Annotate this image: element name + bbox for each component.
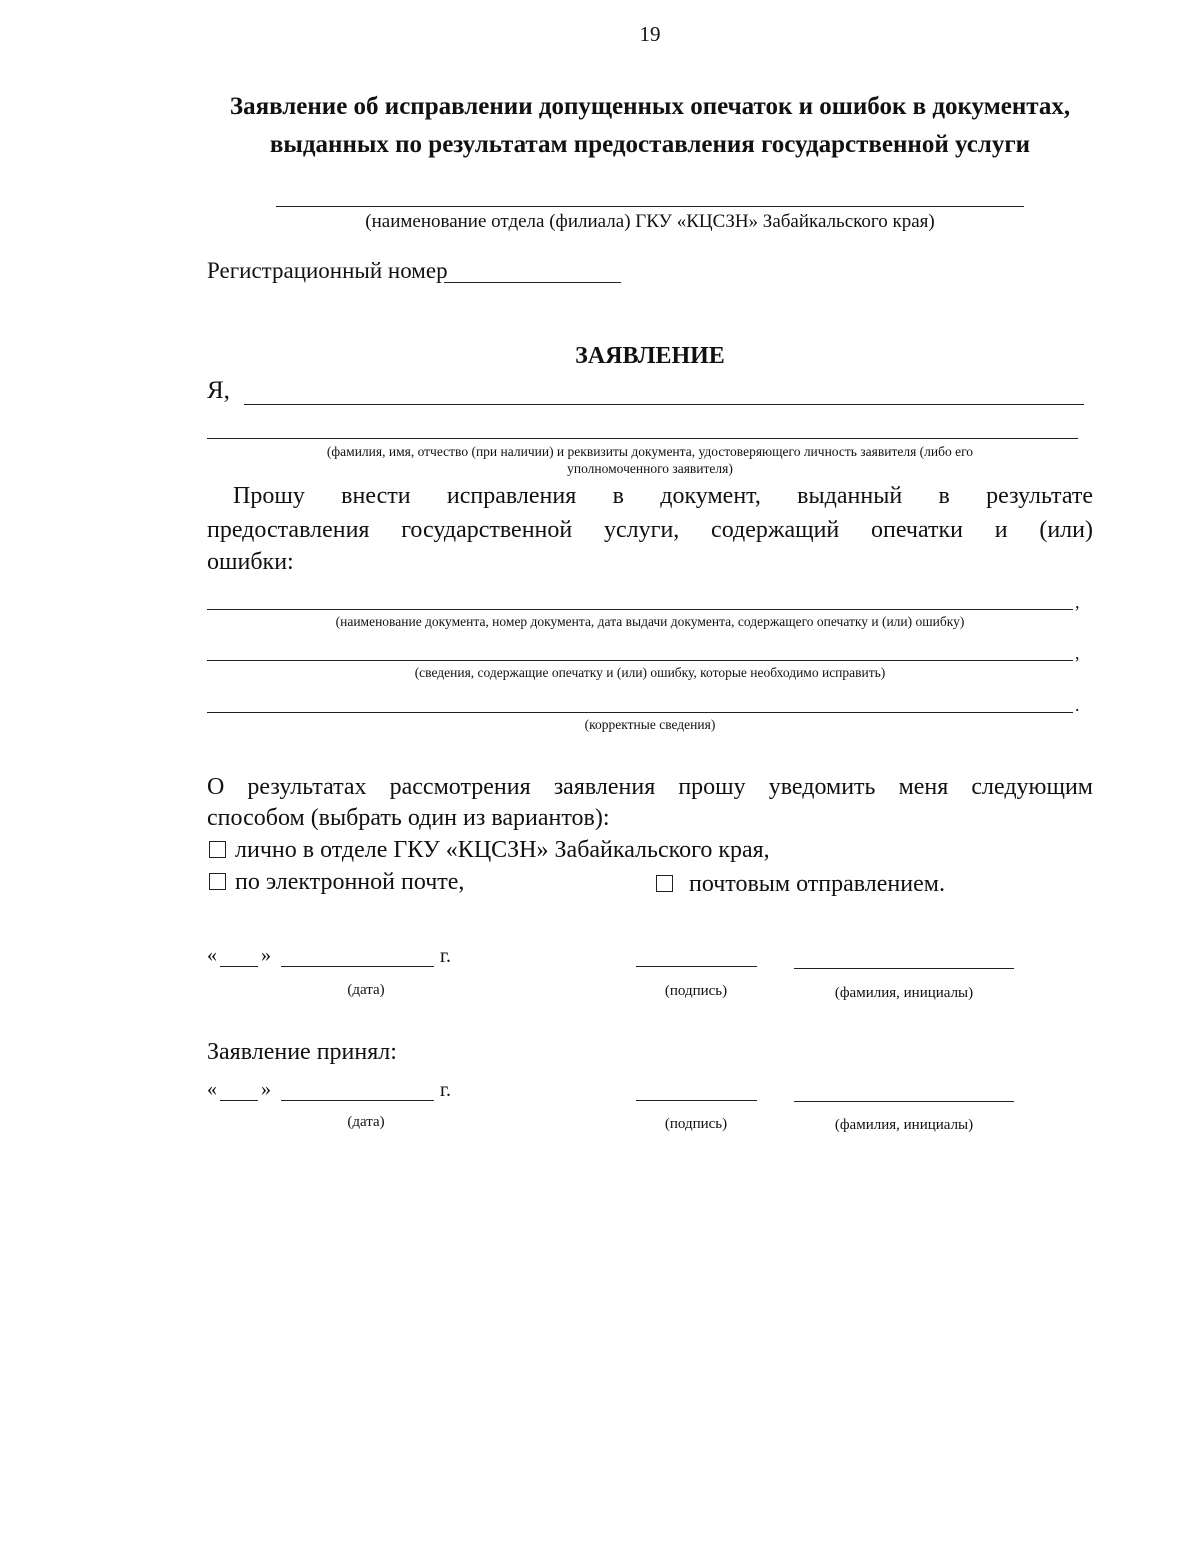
applicant-name-line-2[interactable] [207,438,1078,439]
checkbox-email[interactable] [209,873,226,890]
applicant-name-initials-caption: (фамилия, инициалы) [834,985,974,1001]
option-email[interactable] [209,869,464,896]
accepted-name-initials-field[interactable] [794,1101,1014,1102]
request-line-3: ошибки: [207,549,294,575]
registration-number-field[interactable] [444,282,621,283]
applicant-caption-line-1: (фамилия, имя, отчество (при наличии) и реквизиты документа, удостоверяющего личность заявителя (либо его [326,444,974,459]
applicant-date-caption: (дата) [347,982,385,998]
department-caption: (наименование отдела (филиала) ГКУ «КЦСЗН» Забайкальского края) [365,211,935,232]
document-title-line-1: Заявление об исправлении допущенных опечаток и ошибок в документах, [229,93,1071,120]
page-number: 19 [639,22,661,46]
checkbox-in-person[interactable] [209,841,226,858]
applicant-name-initials-field[interactable] [794,968,1014,969]
accepted-date-open-quote: « [207,1078,217,1100]
option-post[interactable] [656,871,945,898]
document-details-caption: (наименование документа, номер документа, дата выдачи документа, содержащего опечатку и (или) ошибку) [335,614,965,629]
registration-label: Регистрационный номер [207,258,448,283]
option-post-label: почтовым отправлением. [689,871,945,897]
applicant-name-line-1[interactable] [244,404,1084,405]
applicant-date-month-field[interactable] [281,966,434,967]
applicant-date-day-field[interactable] [220,966,258,967]
correct-info-field[interactable] [207,712,1073,713]
document-details-field[interactable] [207,609,1073,610]
checkbox-post[interactable] [656,875,673,892]
applicant-prefix: Я, [207,377,230,404]
erroneous-info-field[interactable] [207,660,1073,661]
department-line[interactable] [276,206,1024,207]
accepted-date-day-field[interactable] [220,1100,258,1101]
option-in-person-label: лично в отделе ГКУ «КЦСЗН» Забайкальского края, [235,837,770,863]
applicant-date-year-suffix: г. [440,945,451,967]
accepted-name-initials-caption: (фамилия, инициалы) [834,1117,974,1133]
applicant-signature-field[interactable] [636,966,757,967]
accepted-label: Заявление принял: [207,1039,397,1065]
option-in-person[interactable] [209,837,770,864]
accepted-date-close-quote: » [261,1078,271,1100]
erroneous-info-caption: (сведения, содержащие опечатку и (или) ошибку, которые необходимо исправить) [414,665,886,680]
request-line-2: предоставления государственной услуги, содержащий опечатки и (или) [207,517,1093,543]
applicant-date-open-quote: « [207,944,217,966]
accepted-date-year-suffix: г. [440,1079,451,1101]
option-email-label: по электронной почте, [235,869,465,895]
document-details-field-end: , [1075,592,1080,612]
notify-line-1: О результатах рассмотрения заявления прошу уведомить меня следующим [207,774,1093,800]
correct-info-field-end: . [1075,695,1080,715]
request-line-1: Прошу внести исправления в документ, выданный в результате [233,483,1093,509]
accepted-signature-caption: (подпись) [664,1116,728,1132]
statement-heading: ЗАЯВЛЕНИЕ [575,343,725,369]
notify-line-2: способом (выбрать один из вариантов): [207,805,610,831]
accepted-date-caption: (дата) [347,1114,385,1130]
correct-info-caption: (корректные сведения) [584,717,716,732]
document-title-line-2: выданных по результатам предоставления государственной услуги [269,131,1031,158]
accepted-signature-field[interactable] [636,1100,757,1101]
accepted-date-month-field[interactable] [281,1100,434,1101]
applicant-signature-caption: (подпись) [664,983,728,999]
erroneous-info-field-end: , [1075,643,1080,663]
applicant-caption-line-2: уполномоченного заявителя) [567,461,733,476]
applicant-date-close-quote: » [261,944,271,966]
